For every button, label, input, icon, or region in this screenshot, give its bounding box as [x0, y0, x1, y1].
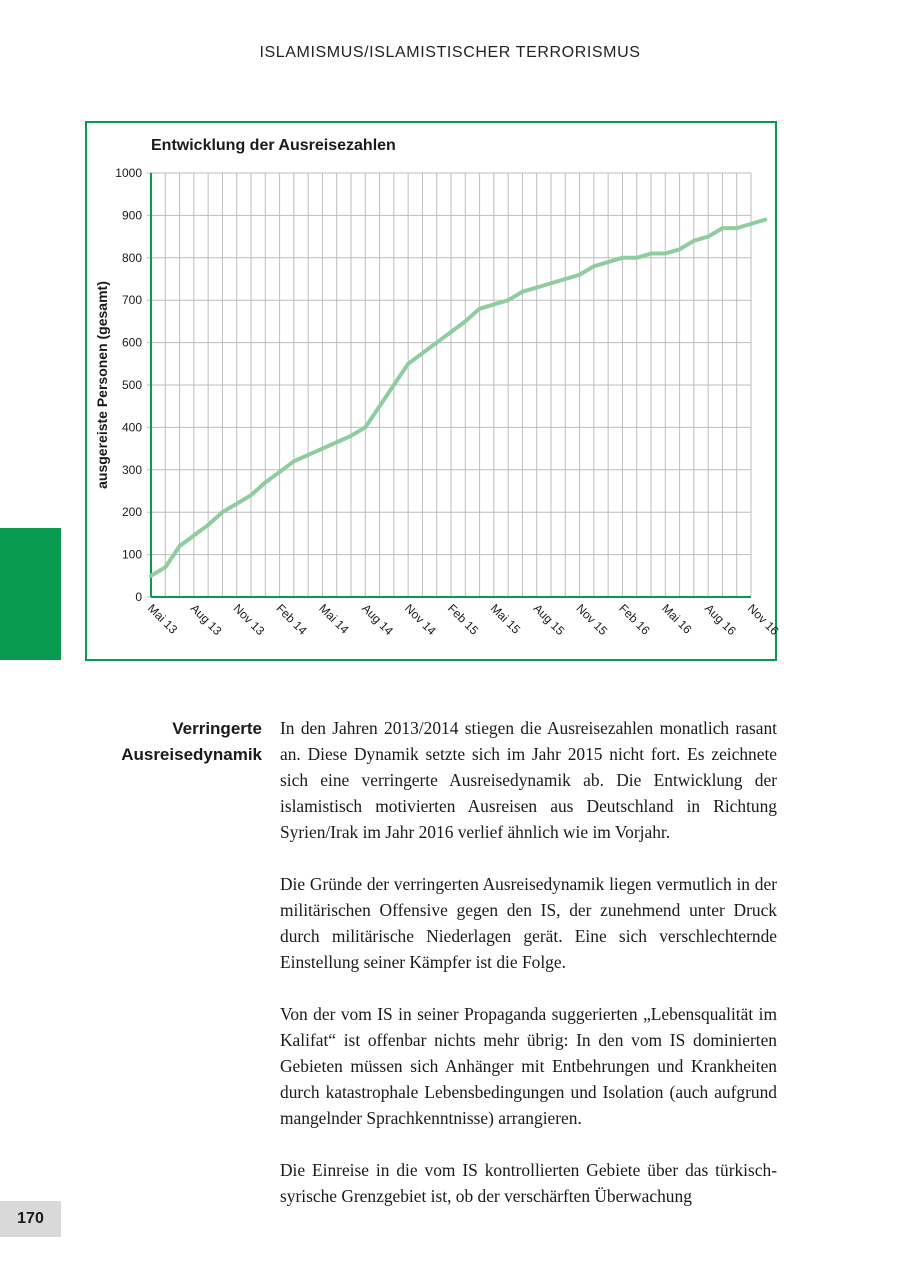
y-tick-label: 100	[121, 547, 142, 562]
data-point	[578, 273, 581, 276]
x-tick-label: Mai 14	[316, 601, 352, 637]
y-tick-label: 0	[135, 590, 142, 604]
x-tick-label: Mai 13	[144, 601, 181, 637]
x-tick-label: Nov 13	[230, 601, 268, 639]
x-tick-label: Nov 15	[573, 601, 611, 639]
data-point	[264, 481, 267, 484]
data-point	[192, 534, 195, 537]
chart-frame	[85, 121, 782, 661]
data-point	[607, 261, 610, 264]
data-point	[392, 384, 395, 387]
x-tick-label: Nov 14	[402, 601, 439, 639]
margin-heading-line-1: Verringerte	[172, 719, 262, 738]
data-point	[478, 307, 481, 310]
data-point	[464, 320, 467, 323]
y-axis-label: ausgereiste Personen (gesamt)	[94, 281, 110, 489]
data-point	[664, 252, 667, 255]
paragraph: Die Einreise in die vom IS kontrollierten Gebiete über das türkisch-syrische Grenzgebiet ist, ob der verschärften Überwachung	[280, 1160, 777, 1206]
data-point	[492, 303, 495, 306]
data-point	[450, 331, 453, 334]
x-tick-label: Mai 16	[659, 601, 695, 637]
data-point	[178, 545, 181, 548]
margin-heading	[100, 716, 262, 768]
y-tick-label: 900	[121, 208, 142, 223]
data-point	[250, 494, 253, 497]
chart-title: Entwicklung der Ausreisezahlen	[151, 137, 396, 154]
data-point	[350, 434, 353, 437]
x-tick-label: Nov 16	[744, 601, 782, 639]
data-point	[635, 256, 638, 259]
y-tick-label: 1000	[115, 166, 142, 180]
x-tick-label: Aug 14	[359, 601, 396, 639]
x-tick-label: Feb 15	[444, 601, 482, 638]
line-chart	[87, 123, 782, 659]
data-point	[750, 222, 753, 225]
chapter-tab	[0, 528, 61, 660]
data-point	[735, 227, 738, 230]
body-text	[280, 715, 777, 1235]
data-point	[150, 574, 153, 577]
running-head: ISLAMISMUS/ISLAMISTISCHER TERRORISMUS	[259, 44, 641, 61]
y-tick-label: 500	[121, 378, 142, 392]
x-tick-label: Feb 14	[273, 601, 310, 638]
data-point	[764, 218, 767, 221]
data-point	[164, 566, 167, 569]
data-point	[221, 511, 224, 514]
data-series-line	[151, 220, 765, 576]
data-point	[592, 265, 595, 268]
data-point	[378, 405, 381, 408]
y-tick-label: 200	[121, 505, 142, 520]
data-point	[535, 286, 538, 289]
data-point	[321, 447, 324, 450]
data-point	[235, 502, 238, 505]
margin-heading-line-2: Ausreisedynamik	[121, 745, 262, 764]
paragraph: In den Jahren 2013/2014 stiegen die Ausreisezahlen monatlich rasant an. Diese Dynamik setzte sich im Jahr 2015 nicht fort. Es zeichnete sich eine verringerte Ausreisedynamik ab. Die Entwicklung der islamistisch motivierten Ausreisen aus Deutschland in Richtung Syrien/Irak im Jahr 2016 verlief ähnlich wie im Vorjahr.	[280, 718, 777, 842]
data-point	[335, 441, 338, 444]
page-number: 170	[0, 1201, 61, 1237]
data-point	[207, 523, 210, 526]
y-tick-label: 600	[121, 335, 142, 350]
data-point	[278, 470, 281, 473]
y-tick-label: 300	[121, 462, 142, 477]
data-point	[435, 341, 438, 344]
y-tick-label: 800	[121, 250, 142, 265]
data-point	[550, 282, 553, 285]
data-point	[507, 299, 510, 302]
data-point	[707, 235, 710, 238]
data-point	[678, 248, 681, 251]
data-point	[692, 239, 695, 242]
paragraph: Von der vom IS in seiner Propaganda suggerierten „Lebensqualität im Kalifat“ ist offenbar nichts mehr übrig: In den vom IS dominierten Gebieten müssen sich Anhänger mit Entbehrungen und Krankheiten durch katastrophale Lebensbedingungen und Isolation (auch aufgrund mangelnder Sprachkenntnisse) arrangieren.	[280, 1004, 777, 1128]
data-point	[650, 252, 653, 255]
x-tick-label: Aug 15	[530, 601, 568, 639]
paragraph: Die Gründe der verringerten Ausreisedynamik liegen vermutlich in der militärischen Offensive gegen den IS, der zunehmend unter Druck durch militärische Niederlagen gerät. Eine sich verschlechternde Einstellung seiner Kämpfer ist die Folge.	[280, 874, 777, 972]
y-tick-label: 700	[121, 293, 142, 308]
data-point	[407, 362, 410, 365]
x-tick-label: Mai 15	[487, 601, 524, 637]
data-point	[364, 426, 367, 429]
x-tick-label: Aug 16	[702, 601, 739, 639]
data-point	[721, 227, 724, 230]
x-tick-label: Feb 16	[616, 601, 653, 638]
data-point	[421, 352, 424, 355]
data-point	[621, 256, 624, 259]
data-point	[521, 290, 524, 293]
data-point	[564, 278, 567, 281]
data-point	[292, 460, 295, 463]
y-tick-label: 400	[121, 420, 142, 435]
x-tick-label: Aug 13	[187, 601, 225, 639]
data-point	[307, 453, 310, 456]
